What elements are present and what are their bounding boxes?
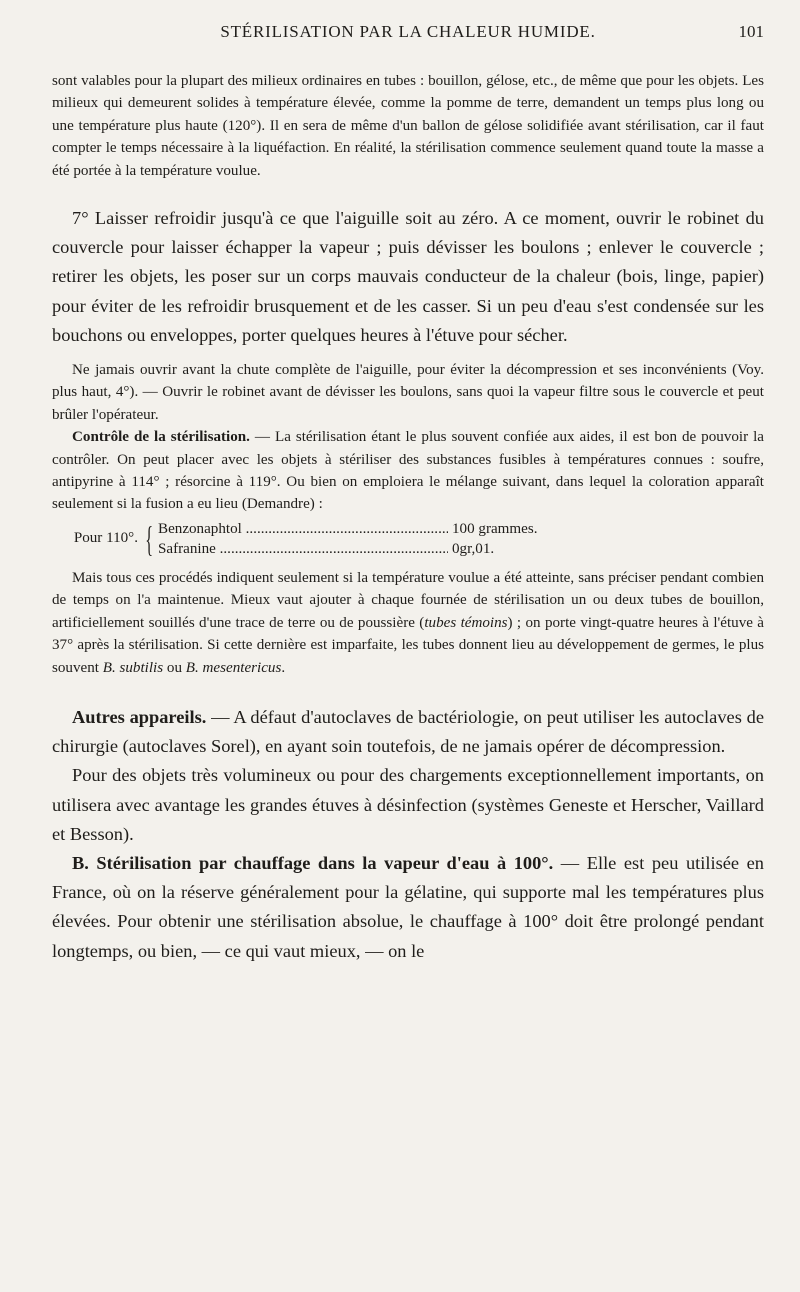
- paragraph-tubes-temoins: [52, 567, 764, 679]
- paragraph-vapeur-100: [52, 849, 764, 966]
- formula-row: [158, 539, 764, 559]
- chapter-title: STÉRILISATION PAR LA CHALEUR HUMIDE.: [220, 22, 596, 41]
- ingredient-quantity: 100 grammes.: [452, 520, 538, 537]
- paragraph-grandes-etuves: Pour des objets très volumineux ou pour des chargements exceptionnellement importants, on utilisera avec avantage les grandes étuves à désinfection (systèmes Geneste et Herscher, Vaillard et Besson).: [52, 765, 764, 844]
- page-number: 101: [738, 22, 764, 41]
- ingredient-name: Safranine .....: [158, 539, 448, 559]
- heading-controle: Contrôle de la stérilisation.: [72, 429, 250, 446]
- formula-label: Pour 110°.: [73, 530, 138, 547]
- book-page: [52, 0, 764, 966]
- vapeur-100-text: — Elle est peu utilisée en France, où on la réserve généralement pour la gélatine, qui supporte mal les températures plus élevées. Pour obtenir une stérilisation absolue, le chauffage à 100° doit être prolongé pendant longtemps, ou bien, — ce qui vaut mieux, — on le: [52, 852, 764, 961]
- species-b-subtilis: B. subtilis: [102, 659, 164, 676]
- paragraph-milieux: sont valables pour la plupart des milieux ordinaires en tubes : bouillon, gélose, etc., de même que pour les objets. Les milieux qui demeurent solides à température élevée, comme la pomme de terre, demandent un temps plus long ou une température plus haute (120°). Il en sera de même d'un ballon de gélose solidifiée avant stérilisation, car il faut compter le temps nécessaire à la liquéfaction. En réalité, la stérilisation commence seulement quand toute la masse a été portée à la température voulue.: [52, 73, 764, 179]
- text-segment: Mais tous ces procédés indiquent seulement si la température voulue a été atteinte, sans préciser pendant combien de temps on l'a maintenue. Mieux vaut ajouter à chaque fournée de stérilisation un ou deux tubes de bouillon, artificiellement souillés d'une trace de terre ou de poussière (: [52, 569, 764, 631]
- autres-appareils-text: — A défaut d'autoclaves de bactériologie, on peut utiliser les autoclaves de chirurgie (autoclaves Sorel), en ayant soin toutefois, de ne jamais opérer de décompression.: [52, 706, 764, 757]
- ingredient-quantity: 0gr,01.: [452, 540, 495, 557]
- paragraph-controle: [52, 426, 764, 516]
- brace-icon: {: [145, 518, 154, 559]
- species-b-mesentericus: B. mesentericus: [185, 659, 282, 676]
- running-head: [52, 22, 764, 52]
- heading-vapeur-100: B. Stérilisation par chauffage dans la vapeur d'eau à 100°.: [72, 852, 554, 873]
- term-tubes-temoins: tubes témoins: [424, 614, 508, 631]
- text-segment: .: [281, 659, 286, 676]
- ingredient-name: Benzonaphtol .....: [158, 519, 448, 539]
- paragraph-warning: Ne jamais ouvrir avant la chute complète de l'aiguille, pour éviter la décompression et ses inconvénients (Voy. plus haut, 4°). — Ouvrir le robinet avant de dévisser les boulons, sans quoi la vapeur filtre sous le couvercle et peut brûler l'opérateur.: [52, 362, 764, 423]
- paragraph-autres-appareils: [52, 703, 764, 761]
- text-segment: ou: [163, 659, 186, 676]
- paragraph-step-7: 7° Laisser refroidir jusqu'à ce que l'aiguille soit au zéro. A ce moment, ouvrir le robinet du couvercle pour laisser échapper la vapeur ; puis dévisser les boulons ; enlever le couvercle ; retirer les objets, les poser sur un corps mauvais conducteur de la chaleur (bois, linge, papier) pour éviter de les refroidir brusquement et de les casser. Si un peu d'eau s'est condensée sur les bouchons ou enveloppes, porter quelques heures à l'étuve pour sécher.: [52, 208, 764, 345]
- formula-block: [52, 519, 764, 559]
- text-segment: ) ; on porte vingt-quatre heures à l'étuve à 37° après la stérilisation. Si cette dernière est imparfaite, les tubes donnent lieu au développement de germes, le plus souvent: [52, 614, 765, 676]
- controle-text: — La stérilisation étant le plus souvent confiée aux aides, il est bon de pouvoir la contrôler. On peut placer avec les objets à stériliser des substances fusibles à températures connues : soufre, antipyrine à 114° ; résorcine à 119°. Ou bien on emploiera le mélange suivant, dans lequel la coloration apparaît seulement si la fusion a eu lieu (Demandre) :: [52, 429, 764, 513]
- formula-row: [158, 519, 764, 539]
- heading-autres-appareils: Autres appareils.: [72, 706, 207, 727]
